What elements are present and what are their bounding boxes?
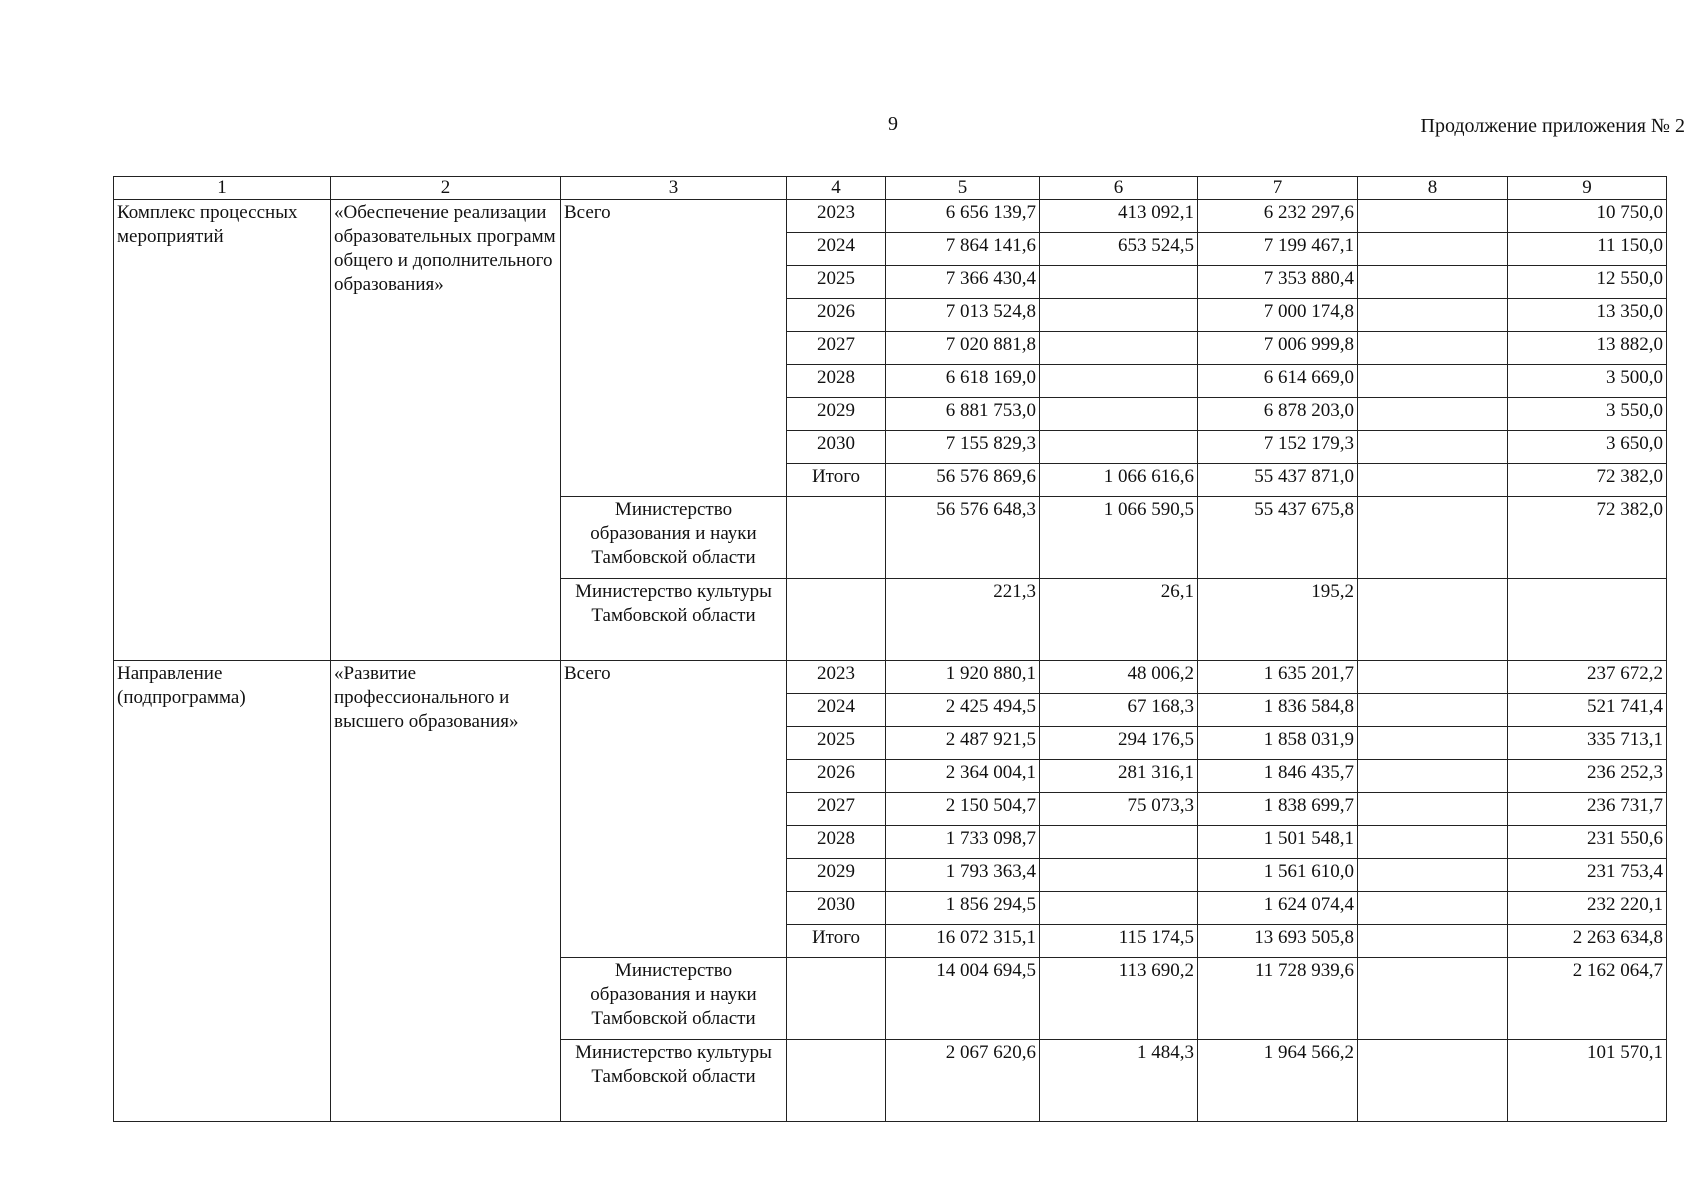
column-header: 6 [1040, 177, 1198, 200]
year-cell: 2029 [787, 859, 886, 892]
value-cell: 72 382,0 [1508, 464, 1667, 497]
agency-year-cell [787, 497, 886, 579]
agency-year-cell [787, 579, 886, 661]
value-cell: 14 004 694,5 [886, 958, 1040, 1040]
value-cell: 2 150 504,7 [886, 793, 1040, 826]
value-cell: 6 656 139,7 [886, 200, 1040, 233]
value-cell: 3 650,0 [1508, 431, 1667, 464]
value-cell: 7 353 880,4 [1198, 266, 1358, 299]
value-cell: 7 155 829,3 [886, 431, 1040, 464]
section-name: «Обеспечение реализации образовательных программ общего и дополнительного образования» [331, 200, 561, 661]
value-cell: 1 066 616,6 [1040, 464, 1198, 497]
value-cell: 1 561 610,0 [1198, 859, 1358, 892]
value-cell [1358, 1040, 1508, 1122]
appendix-title: Продолжение приложения № 2 [1420, 115, 1685, 137]
value-cell: 7 020 881,8 [886, 332, 1040, 365]
column-header: 2 [331, 177, 561, 200]
value-cell: 281 316,1 [1040, 760, 1198, 793]
value-cell: 236 252,3 [1508, 760, 1667, 793]
value-cell [1358, 925, 1508, 958]
value-cell [1358, 233, 1508, 266]
value-cell [1040, 892, 1198, 925]
year-cell: 2026 [787, 299, 886, 332]
value-cell [1358, 464, 1508, 497]
agency-name: Министерство образования и науки Тамбовской области [561, 958, 787, 1040]
value-cell: 1 836 584,8 [1198, 694, 1358, 727]
budget-table [113, 176, 1667, 1122]
value-cell: 3 500,0 [1508, 365, 1667, 398]
section-type-label: Направление (подпрограмма) [114, 661, 331, 1122]
value-cell: 1 856 294,5 [886, 892, 1040, 925]
value-cell: 13 693 505,8 [1198, 925, 1358, 958]
value-cell: 56 576 648,3 [886, 497, 1040, 579]
agency-year-cell [787, 1040, 886, 1122]
value-cell: 1 858 031,9 [1198, 727, 1358, 760]
value-cell [1040, 299, 1198, 332]
value-cell: 335 713,1 [1508, 727, 1667, 760]
value-cell: 67 168,3 [1040, 694, 1198, 727]
year-cell: 2029 [787, 398, 886, 431]
year-cell: 2024 [787, 694, 886, 727]
value-cell: 232 220,1 [1508, 892, 1667, 925]
year-cell: 2028 [787, 826, 886, 859]
value-cell: 1 964 566,2 [1198, 1040, 1358, 1122]
value-cell [1358, 266, 1508, 299]
column-header: 9 [1508, 177, 1667, 200]
value-cell: 55 437 675,8 [1198, 497, 1358, 579]
value-cell [1358, 579, 1508, 661]
value-cell: 55 437 871,0 [1198, 464, 1358, 497]
value-cell: 26,1 [1040, 579, 1198, 661]
value-cell: 2 067 620,6 [886, 1040, 1040, 1122]
value-cell: 2 425 494,5 [886, 694, 1040, 727]
year-cell: 2025 [787, 727, 886, 760]
total-label: Всего [561, 200, 787, 497]
year-cell: 2026 [787, 760, 886, 793]
value-cell: 2 487 921,5 [886, 727, 1040, 760]
value-cell [1040, 431, 1198, 464]
value-cell: 3 550,0 [1508, 398, 1667, 431]
value-cell: 2 162 064,7 [1508, 958, 1667, 1040]
year-cell: 2030 [787, 431, 886, 464]
year-cell: 2028 [787, 365, 886, 398]
value-cell: 195,2 [1198, 579, 1358, 661]
value-cell: 7 000 174,8 [1198, 299, 1358, 332]
value-cell [1040, 365, 1198, 398]
value-cell [1040, 266, 1198, 299]
value-cell: 101 570,1 [1508, 1040, 1667, 1122]
value-cell: 72 382,0 [1508, 497, 1667, 579]
value-cell [1358, 826, 1508, 859]
value-cell: 1 733 098,7 [886, 826, 1040, 859]
value-cell: 13 882,0 [1508, 332, 1667, 365]
year-cell: 2024 [787, 233, 886, 266]
column-header: 4 [787, 177, 886, 200]
value-cell: 7 199 467,1 [1198, 233, 1358, 266]
agency-year-cell [787, 958, 886, 1040]
value-cell [1508, 579, 1667, 661]
value-cell [1040, 332, 1198, 365]
value-cell [1358, 431, 1508, 464]
value-cell [1358, 760, 1508, 793]
value-cell: 294 176,5 [1040, 727, 1198, 760]
total-year-cell: Итого [787, 925, 886, 958]
value-cell [1358, 398, 1508, 431]
value-cell: 1 624 074,4 [1198, 892, 1358, 925]
value-cell: 6 618 169,0 [886, 365, 1040, 398]
value-cell: 115 174,5 [1040, 925, 1198, 958]
year-cell: 2027 [787, 332, 886, 365]
value-cell [1358, 892, 1508, 925]
section-subprogram [114, 661, 1667, 1122]
year-cell: 2025 [787, 266, 886, 299]
value-cell: 13 350,0 [1508, 299, 1667, 332]
value-cell [1040, 398, 1198, 431]
value-cell: 11 728 939,6 [1198, 958, 1358, 1040]
value-cell: 6 614 669,0 [1198, 365, 1358, 398]
value-cell [1040, 859, 1198, 892]
value-cell: 653 524,5 [1040, 233, 1198, 266]
value-cell: 231 550,6 [1508, 826, 1667, 859]
value-cell: 221,3 [886, 579, 1040, 661]
value-cell: 1 920 880,1 [886, 661, 1040, 694]
value-cell: 7 366 430,4 [886, 266, 1040, 299]
value-cell [1358, 200, 1508, 233]
year-cell: 2023 [787, 200, 886, 233]
value-cell: 2 364 004,1 [886, 760, 1040, 793]
value-cell [1358, 365, 1508, 398]
table-row [114, 200, 1667, 233]
value-cell: 2 263 634,8 [1508, 925, 1667, 958]
value-cell: 48 006,2 [1040, 661, 1198, 694]
value-cell: 1 846 435,7 [1198, 760, 1358, 793]
value-cell: 11 150,0 [1508, 233, 1667, 266]
value-cell: 7 152 179,3 [1198, 431, 1358, 464]
value-cell: 75 073,3 [1040, 793, 1198, 826]
value-cell: 231 753,4 [1508, 859, 1667, 892]
value-cell: 6 232 297,6 [1198, 200, 1358, 233]
value-cell [1040, 826, 1198, 859]
value-cell: 413 092,1 [1040, 200, 1198, 233]
agency-name: Министерство образования и науки Тамбовской области [561, 497, 787, 579]
value-cell: 1 066 590,5 [1040, 497, 1198, 579]
table-row [114, 661, 1667, 694]
total-year-cell: Итого [787, 464, 886, 497]
value-cell [1358, 727, 1508, 760]
value-cell: 237 672,2 [1508, 661, 1667, 694]
column-header: 1 [114, 177, 331, 200]
section-name: «Развитие профессионального и высшего образования» [331, 661, 561, 1122]
section-processes [114, 200, 1667, 661]
page-number: 9 [888, 113, 898, 135]
column-header: 5 [886, 177, 1040, 200]
table-header [114, 177, 1667, 200]
value-cell: 236 731,7 [1508, 793, 1667, 826]
value-cell [1358, 497, 1508, 579]
value-cell: 1 793 363,4 [886, 859, 1040, 892]
agency-name: Министерство культуры Тамбовской области [561, 1040, 787, 1122]
value-cell: 6 881 753,0 [886, 398, 1040, 431]
value-cell: 1 838 699,7 [1198, 793, 1358, 826]
year-cell: 2023 [787, 661, 886, 694]
value-cell: 1 635 201,7 [1198, 661, 1358, 694]
value-cell [1358, 299, 1508, 332]
value-cell [1358, 694, 1508, 727]
value-cell [1358, 332, 1508, 365]
total-label: Всего [561, 661, 787, 958]
value-cell: 1 484,3 [1040, 1040, 1198, 1122]
value-cell: 113 690,2 [1040, 958, 1198, 1040]
value-cell: 521 741,4 [1508, 694, 1667, 727]
value-cell [1358, 793, 1508, 826]
value-cell: 16 072 315,1 [886, 925, 1040, 958]
value-cell: 1 501 548,1 [1198, 826, 1358, 859]
value-cell [1358, 958, 1508, 1040]
section-type-label: Комплекс процессных мероприятий [114, 200, 331, 661]
column-header: 7 [1198, 177, 1358, 200]
value-cell: 7 006 999,8 [1198, 332, 1358, 365]
value-cell: 6 878 203,0 [1198, 398, 1358, 431]
year-cell: 2030 [787, 892, 886, 925]
value-cell: 7 013 524,8 [886, 299, 1040, 332]
agency-name: Министерство культуры Тамбовской области [561, 579, 787, 661]
value-cell: 10 750,0 [1508, 200, 1667, 233]
value-cell: 56 576 869,6 [886, 464, 1040, 497]
value-cell: 7 864 141,6 [886, 233, 1040, 266]
column-header: 8 [1358, 177, 1508, 200]
year-cell: 2027 [787, 793, 886, 826]
value-cell [1358, 661, 1508, 694]
value-cell [1358, 859, 1508, 892]
column-header: 3 [561, 177, 787, 200]
value-cell: 12 550,0 [1508, 266, 1667, 299]
